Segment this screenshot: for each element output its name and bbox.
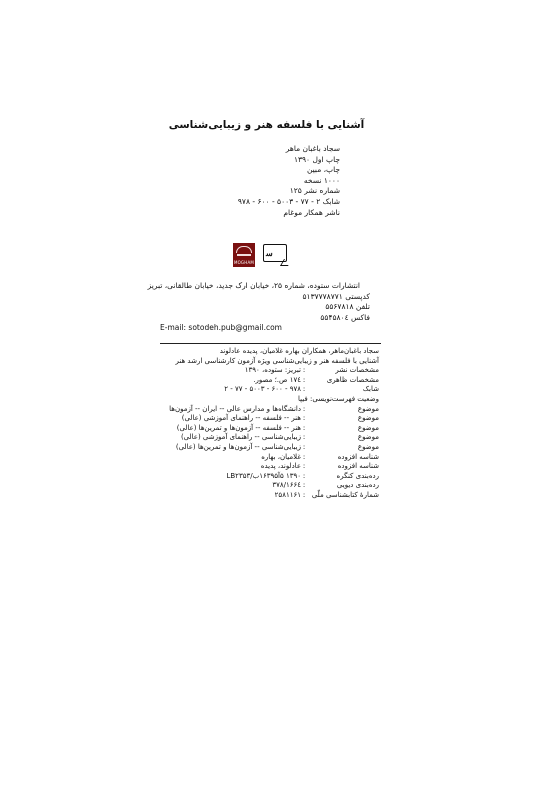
sotodeh-logo-icon: ﺳ xyxy=(262,242,290,266)
cip-status: وضعیت فهرست‌نویسی: فیپا xyxy=(298,394,379,403)
cip-subject-row: هنر -- فلسفه -- آزمون‌ها و تمرین‌ها (عالی) : موضوع xyxy=(176,423,379,432)
fax-line: فاکس ۵۵۴۵۸۰٤ xyxy=(320,312,370,322)
cip-row: تبریز: ستوده، ۱۳۹۰ : مشخصات نشر xyxy=(244,366,379,375)
phone-line: تلفن ۵۵۶۷۸۱۸ xyxy=(325,302,370,312)
edition-line: چاپ اول ۱۳۹۰ xyxy=(293,154,340,164)
cip-classification-row: ۱۳۹۰ ۵آ۱۶۳۹۵ب/LB۲۳۵۳ : رده‌بندی کنگره xyxy=(226,471,379,480)
book-title: آشنایی با فلسفه هنر و زیبایی‌شناسی xyxy=(168,119,365,131)
publication-details xyxy=(160,144,340,218)
mogham-logo-text: MOGHAM xyxy=(233,260,255,265)
publication-number-line: شماره نشر ۱۲۵ xyxy=(289,186,340,196)
cip-national-bibliography-row: ۲۵۸۱۱۶۱ : شمارهٔ کتابشناسی ملّی xyxy=(274,490,379,499)
isbn-line: شابک ۲ - ۷۷ - ۵۰۰۳ - ۶۰۰ - ۹۷۸ xyxy=(237,196,340,206)
cip-added-entry-row: غلامیان، بهاره : شناسه افزوده xyxy=(261,452,379,461)
co-publisher-line: ناشر همکار موغام xyxy=(283,207,340,217)
cip-subject-row: زیبایی‌شناسی -- راهنمای آموزشی (عالی) : موضوع xyxy=(180,433,379,442)
print-run-line: ۱۰۰۰ نسخه xyxy=(303,175,340,185)
cip-added-entry-row: عادلوند، پدیده : شناسه افزوده xyxy=(260,462,379,471)
cip-classification-row: ۳۷۸/۱۶۶٤ : رده‌بندی دیویی xyxy=(272,481,379,490)
postal-code-line: کدپستی ۵۱۳۷۷۷۸۷۷۱ xyxy=(302,291,370,301)
cip-subject-row: دانشگاه‌ها و مدارس عالی -- ایران -- آزمون‌ها : موضوع xyxy=(169,404,379,413)
cip-subject-row: هنر -- فلسفه -- راهنمای آموزشی (عالی) : موضوع xyxy=(181,414,379,423)
mogham-logo xyxy=(233,243,255,267)
cip-subject-row: زیبایی‌شناسی -- آزمون‌ها و تمرین‌ها (عالی) : موضوع xyxy=(175,442,379,451)
cip-title: آشنایی با فلسفه هنر و زیبایی‌شناسی ویژه آزمون کارشناسی ارشد هنر xyxy=(175,356,379,365)
cip-authors: سجاد باغبان‌ماهر، همکاران بهاره غلامیان، پدیده عادلوند xyxy=(219,347,379,355)
email-line: E-mail: sotodeh.pub@gmail.com xyxy=(160,323,282,333)
printer-line: چاپ، مبین xyxy=(306,165,340,175)
cip-row: ۲ - ۷۷ - ۵۰۰۳ - ۶۰۰ - ۹۷۸ : شابک xyxy=(224,385,379,394)
cataloging-in-publication xyxy=(150,347,379,501)
divider-line xyxy=(160,343,381,344)
publisher-contact xyxy=(147,281,370,334)
author-line: سجاد باغبان ماهر xyxy=(285,144,340,153)
cip-row: ۱۷٤ ص.؛ مصور. : مشخصات ظاهری xyxy=(253,375,379,384)
address-line: انتشارات ستوده، شماره ۲۵، خیابان ارک جدید، خیابان طالقانی، تبریز xyxy=(147,281,360,290)
